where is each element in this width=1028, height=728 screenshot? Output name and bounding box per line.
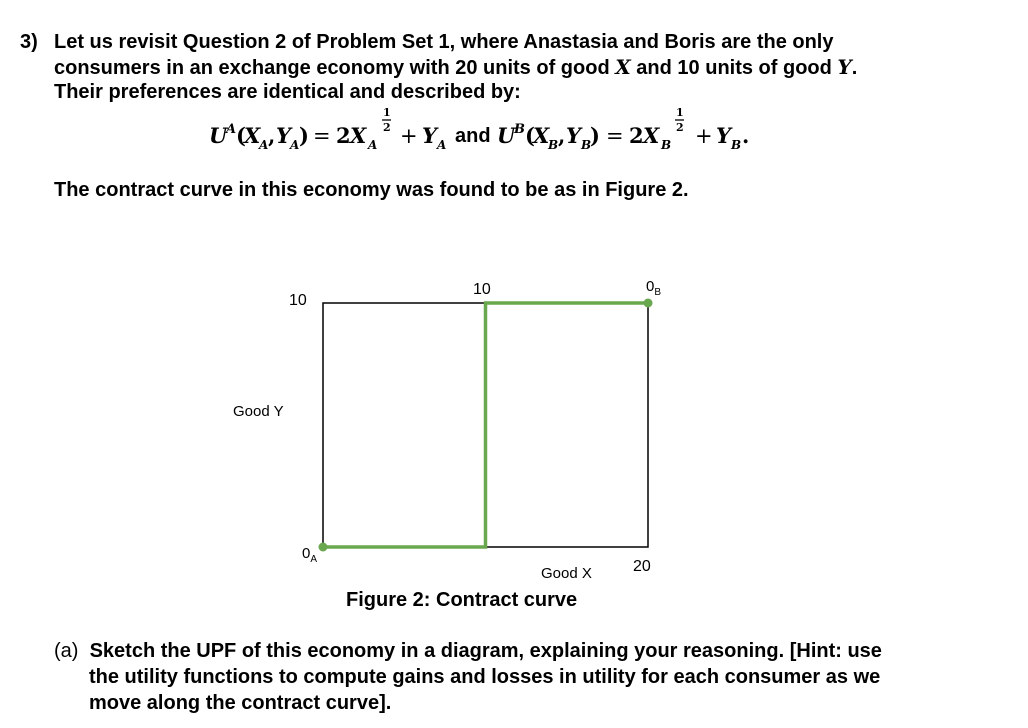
utility-a-formula: U xyxy=(209,123,228,148)
svg-text:A: A xyxy=(368,138,378,152)
svg-text:B: B xyxy=(548,138,559,152)
origin-b-dot xyxy=(644,299,653,308)
contract-curve xyxy=(323,303,648,547)
svg-text:A: A xyxy=(437,138,447,152)
svg-text:B: B xyxy=(731,138,742,152)
part-a-line-1: (a) Sketch the UPF of this economy in a diagram, explaining your reasoning. [Hint: use xyxy=(54,640,882,662)
svg-text:): ) xyxy=(590,123,600,148)
svg-text:2: 2 xyxy=(676,121,684,134)
x-axis-label: Good X xyxy=(541,565,592,582)
question-line-3: Their preferences are identical and described by: xyxy=(54,81,521,103)
svg-text:,: , xyxy=(558,123,566,148)
svg-text:B: B xyxy=(581,138,592,152)
part-a xyxy=(54,638,882,716)
svg-text:2: 2 xyxy=(629,123,644,148)
origin-a-label: $0_A$ xyxy=(302,545,318,565)
svg-text:): ) xyxy=(299,123,309,148)
svg-text:=: = xyxy=(606,124,624,148)
question-number: 3) xyxy=(20,31,38,53)
svg-text:1: 1 xyxy=(676,106,684,119)
y-axis-label: Good Y xyxy=(233,403,284,420)
svg-text:Y: Y xyxy=(276,123,291,148)
part-a-line-2: the utility functions to compute gains and losses in utility for each consumer as we xyxy=(89,666,881,688)
svg-text:Y: Y xyxy=(566,123,581,148)
and-text: and xyxy=(455,125,491,147)
svg-text:X: X xyxy=(533,123,550,148)
svg-text:Y: Y xyxy=(422,123,437,148)
origin-a-dot xyxy=(319,543,328,552)
x-mid-tick-label: 10 xyxy=(473,281,491,298)
question-line-2: consumers in an exchange economy with 20 units of good X and 10 units of good Y. xyxy=(54,55,858,79)
figure-caption: Figure 2: Contract curve xyxy=(346,589,578,611)
origin-b-label: $0_B$ xyxy=(646,278,662,298)
y-top-tick-label: 10 xyxy=(289,292,307,309)
svg-text:2: 2 xyxy=(336,123,351,148)
part-a-line-3: move along the contract curve]. xyxy=(89,692,392,714)
contract-sentence: The contract curve in this economy was found to be as in Figure 2. xyxy=(54,179,689,201)
svg-text:+: + xyxy=(695,124,713,148)
svg-text:Y: Y xyxy=(716,123,731,148)
x-right-tick-label: 20 xyxy=(633,558,651,575)
question-line-1: Let us revisit Question 2 of Problem Set 1, where Anastasia and Boris are the only xyxy=(54,31,834,53)
svg-text:X: X xyxy=(643,123,660,148)
svg-text:A: A xyxy=(259,138,269,152)
svg-text:(: ( xyxy=(236,123,246,148)
svg-text:2: 2 xyxy=(383,121,391,134)
svg-text:A: A xyxy=(290,138,300,152)
svg-text:(: ( xyxy=(525,123,535,148)
svg-text:.: . xyxy=(742,123,750,148)
svg-text:,: , xyxy=(268,123,276,148)
svg-text:B: B xyxy=(661,138,672,152)
svg-text:1: 1 xyxy=(383,106,391,119)
svg-text:=: = xyxy=(313,124,331,148)
svg-text:B: B xyxy=(514,122,525,137)
svg-text:+: + xyxy=(400,124,418,148)
utility-b-formula: U xyxy=(497,123,516,148)
svg-text:X: X xyxy=(350,123,367,148)
svg-text:X: X xyxy=(244,123,261,148)
svg-text:A: A xyxy=(226,122,237,137)
